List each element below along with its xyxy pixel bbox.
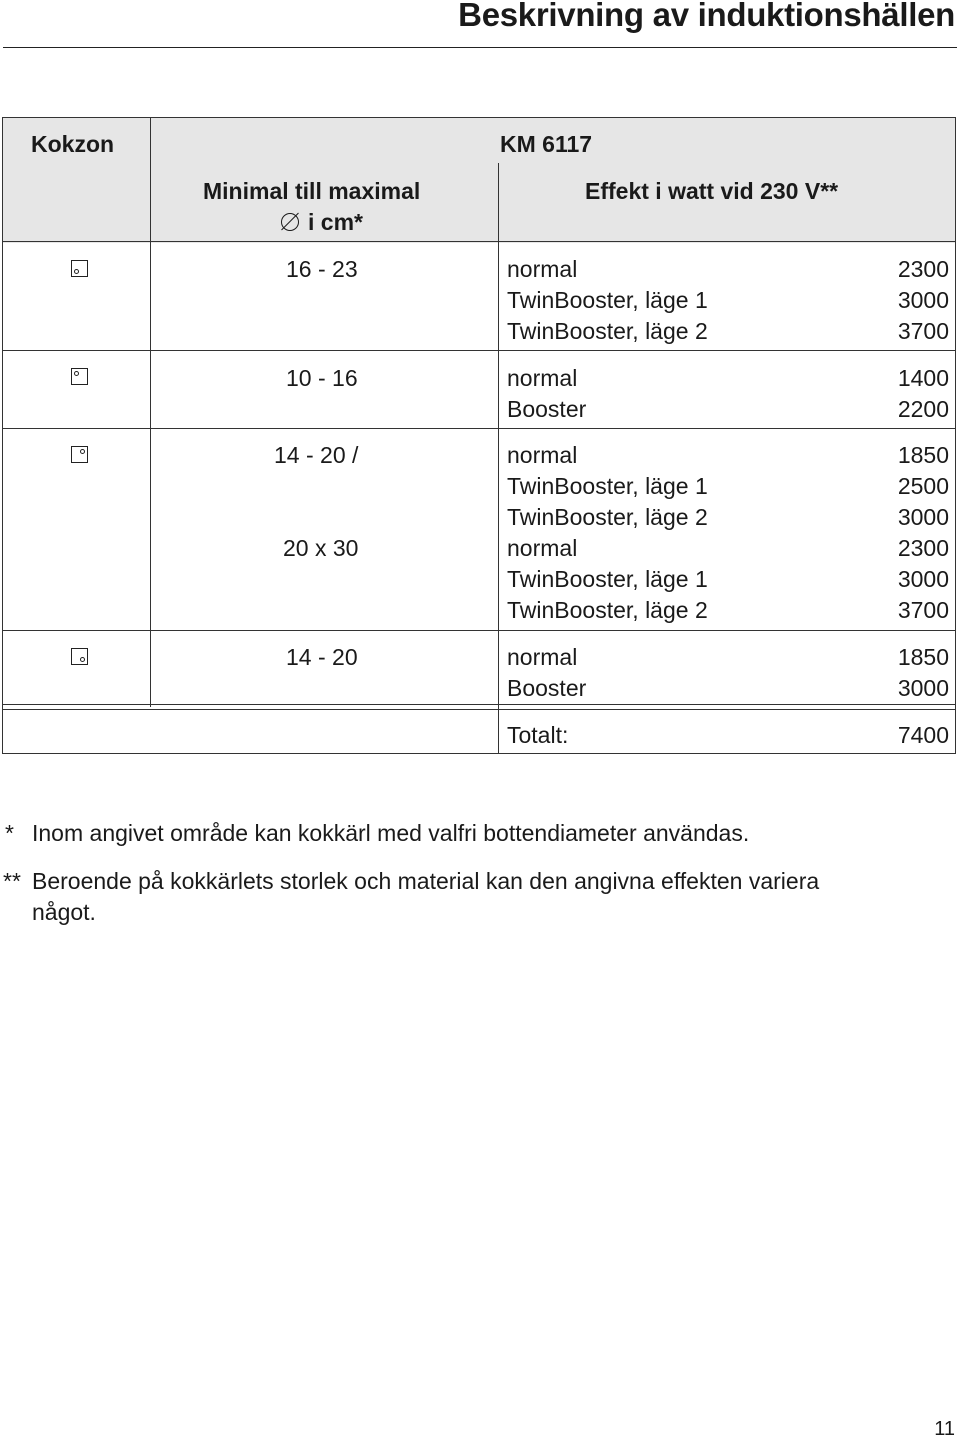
diameter-icon — [280, 212, 300, 232]
mode-label: normal — [507, 442, 578, 468]
row-divider — [3, 350, 955, 351]
total-watt-value: 7400 — [897, 722, 949, 748]
zone-diameter: 20 x 30 — [283, 535, 359, 561]
mode-label: normal — [507, 644, 578, 670]
mode-label: TwinBooster, läge 2 — [507, 504, 708, 530]
watt-value: 1850 — [897, 644, 949, 670]
watt-value: 3000 — [897, 566, 949, 592]
watt-value: 1400 — [897, 365, 949, 391]
mode-label: normal — [507, 535, 578, 561]
diameter-column-header: Minimal till maximal — [203, 178, 421, 204]
footnote-text: Inom angivet område kan kokkärl med valfri bottendiameter användas. — [32, 820, 750, 846]
mode-label: Booster — [507, 675, 587, 701]
zone-diameter: 14 - 20 — [286, 644, 358, 670]
watt-value: 3000 — [897, 287, 949, 313]
model-header: KM 6117 — [500, 131, 593, 157]
title-divider — [3, 47, 957, 48]
zone-diameter: 10 - 16 — [286, 365, 358, 391]
mode-label: normal — [507, 256, 578, 282]
mode-label: TwinBooster, läge 1 — [507, 473, 708, 499]
footnote-text: Beroende på kokkärlets storlek och material kan den angivna effekten variera — [32, 868, 820, 894]
footnote-marker: * — [5, 820, 14, 846]
watt-value: 1850 — [897, 442, 949, 468]
column-divider-power — [498, 163, 499, 753]
watt-value: 2300 — [897, 535, 949, 561]
zone-diameter: 16 - 23 — [286, 256, 358, 282]
header-divider — [3, 241, 955, 242]
mode-label: Booster — [507, 396, 587, 422]
footnote-marker: ** — [3, 868, 21, 894]
diameter-column-header-line2 — [280, 207, 363, 238]
cooking-zone-front-left-icon — [71, 260, 88, 277]
row-divider — [3, 428, 955, 429]
page-number: 11 — [934, 1418, 955, 1440]
mode-label: TwinBooster, läge 1 — [507, 566, 708, 592]
power-column-header: Effekt i watt vid 230 V** — [585, 178, 839, 204]
watt-value: 2300 — [897, 256, 949, 282]
page-title: Beskrivning av induktionshällen — [458, 0, 955, 33]
footnote-text-continued: något. — [32, 899, 96, 925]
watt-value: 3700 — [897, 597, 949, 623]
row-divider — [3, 630, 955, 631]
watt-value: 3700 — [897, 318, 949, 344]
cooking-zone-front-right-icon — [71, 648, 88, 665]
zone-diameter: 14 - 20 / — [274, 442, 359, 468]
watt-value: 2200 — [897, 396, 949, 422]
power-table — [2, 117, 956, 754]
watt-value: 2500 — [897, 473, 949, 499]
column-divider-zone — [150, 118, 151, 707]
watt-value: 3000 — [897, 504, 949, 530]
total-divider — [3, 704, 955, 705]
total-divider — [3, 709, 955, 710]
diameter-unit-label: i cm* — [308, 209, 363, 235]
cooking-zone-rear-right-icon — [71, 446, 88, 463]
mode-label: normal — [507, 365, 578, 391]
zone-column-header: Kokzon — [31, 131, 115, 157]
watt-value: 3000 — [897, 675, 949, 701]
total-label: Totalt: — [507, 722, 569, 748]
mode-label: TwinBooster, läge 2 — [507, 597, 708, 623]
mode-label: TwinBooster, läge 2 — [507, 318, 708, 344]
cooking-zone-rear-left-icon — [71, 368, 88, 385]
mode-label: TwinBooster, läge 1 — [507, 287, 708, 313]
